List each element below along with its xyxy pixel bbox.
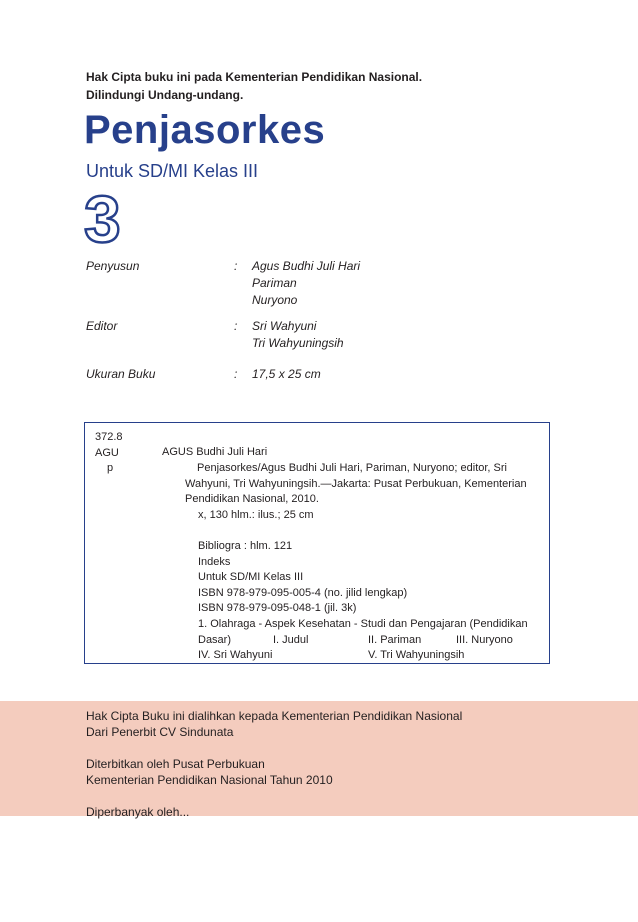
added-entry-tri-wahyuningsih: V. Tri Wahyuningsih <box>368 649 465 661</box>
call-number <box>95 430 123 477</box>
catalog-title-statement <box>185 461 541 523</box>
catalog-note: ISBN 978-979-095-048-1 (jil. 3k) <box>198 602 357 614</box>
call-number-class: 372.8 <box>95 431 123 443</box>
copyright-line-2: Dilindungi Undang-undang. <box>86 88 244 102</box>
catalog-author: AGUS Budhi Juli Hari <box>162 446 268 458</box>
call-number-author: AGU <box>95 446 119 459</box>
catalog-note: Indeks <box>198 555 231 568</box>
publisher-line: Diperbanyak oleh... <box>86 805 190 819</box>
catalog-subjects <box>198 617 543 664</box>
catalog-note: ISBN 978-979-095-005-4 (no. jilid lengkap) <box>198 586 408 599</box>
grade-number: 3 <box>84 182 121 256</box>
physical-description: x, 130 hlm.: ilus.; 25 cm <box>198 508 314 521</box>
credit-value: Nuryono <box>252 293 298 307</box>
catalog-note: Bibliogra : hlm. 121 <box>198 540 293 552</box>
added-entry-pariman: II. Pariman <box>368 633 422 646</box>
subject-heading: 1. Olahraga - Aspek Kesehatan - Studi dan Pengajaran (Pendidikan <box>198 618 528 630</box>
credit-row-penyusun <box>86 258 360 318</box>
publisher-line: Hak Cipta Buku ini dialihkan kepada Kementerian Pendidikan Nasional <box>86 709 463 723</box>
credit-value: Pariman <box>252 276 297 290</box>
catalog-note: Untuk SD/MI Kelas III <box>198 571 304 583</box>
subject-dasar: Dasar) <box>198 633 232 646</box>
copyright-line-1: Hak Cipta buku ini pada Kementerian Pendidikan Nasional. <box>86 70 423 84</box>
publisher-line: Kementerian Pendidikan Nasional Tahun 2010 <box>86 773 333 787</box>
credit-value: 17,5 x 25 cm <box>252 367 321 381</box>
copyright-notice-top <box>86 68 422 104</box>
catalog-notes <box>198 539 407 617</box>
book-title: Penjasorkes <box>84 108 326 152</box>
added-entry-judul: I. Judul <box>273 633 309 646</box>
credit-value: Agus Budhi Juli Hari <box>252 259 361 273</box>
call-number-title: p <box>107 462 114 474</box>
credit-separator: : <box>234 367 238 381</box>
credit-separator: : <box>234 319 238 333</box>
catalog-record-box <box>84 422 550 664</box>
publisher-line: Diterbitkan oleh Pusat Perbukuan <box>86 757 265 771</box>
credit-label: Penyusun <box>86 259 140 273</box>
added-entry-sri-wahyuni: IV. Sri Wahyuni <box>198 649 273 661</box>
title-statement-line: Pendidikan Nasional, 2010. <box>185 493 319 505</box>
credit-label: Editor <box>86 319 118 333</box>
credit-value: Sri Wahyuni <box>252 319 317 333</box>
publisher-info-band <box>0 701 638 819</box>
credits-section <box>86 258 360 386</box>
title-statement-line: Penjasorkes/Agus Budhi Juli Hari, Pariman, Nuryono; editor, Sri <box>197 462 507 474</box>
publisher-line: Dari Penerbit CV Sindunata <box>86 725 234 739</box>
credit-row-editor <box>86 318 360 366</box>
credit-label: Ukuran Buku <box>86 367 156 381</box>
added-entry-nuryono: III. Nuryono <box>456 633 513 646</box>
credit-value: Tri Wahyuningsih <box>252 336 344 350</box>
title-statement-line: Wahyuni, Tri Wahyuningsih.—Jakarta: Pusat Perbukuan, Kementerian <box>185 477 527 490</box>
credit-row-ukuran <box>86 366 360 386</box>
credit-separator: : <box>234 259 238 273</box>
book-subtitle: Untuk SD/MI Kelas III <box>86 161 259 181</box>
